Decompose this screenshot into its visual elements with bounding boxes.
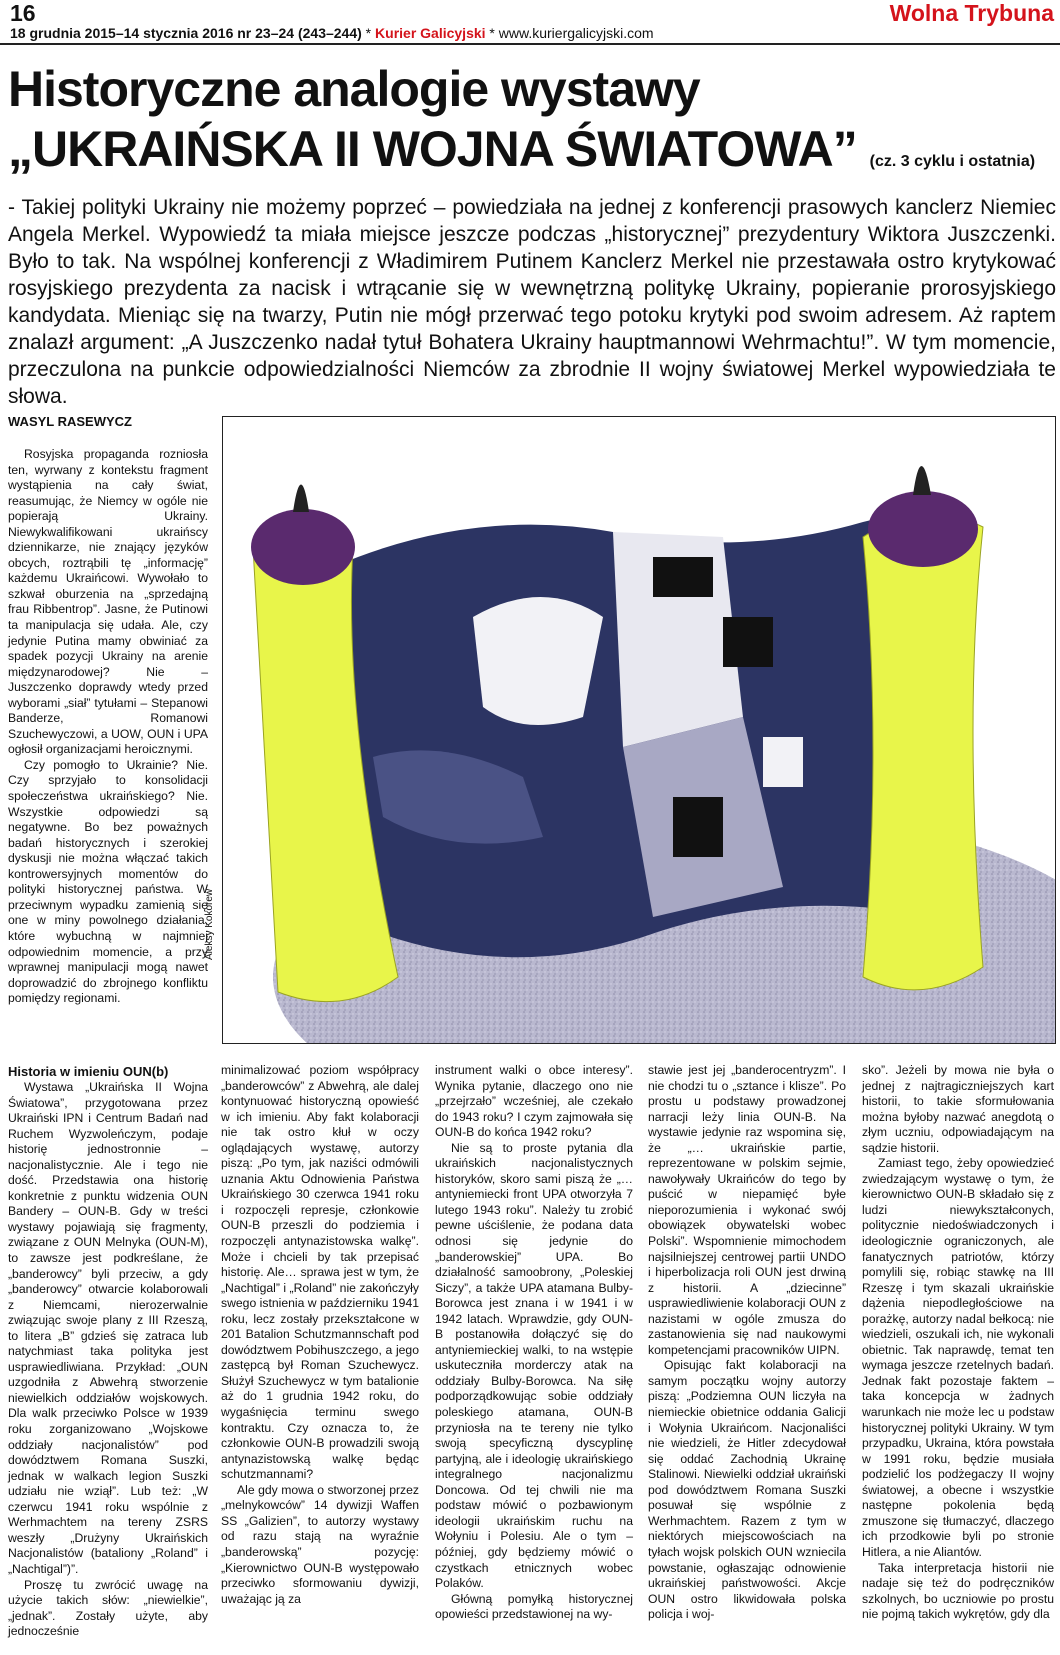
lead-paragraph xyxy=(8,194,1056,410)
illustration-scrolls-map xyxy=(222,416,1056,1044)
column-5 xyxy=(862,1063,1054,1623)
column-4 xyxy=(648,1063,846,1623)
section-name: Wolna Trybuna xyxy=(889,0,1054,26)
separator: * xyxy=(485,25,499,41)
paragraph: Zamiast tego, żeby opowiedzieć zwiedzającym wystawę o tym, że kierownictwo OUN-B składało się z ludzi niewykształconych, politycznie niedoświadczonych i ideologicznie ograniczonych, ale fanatycznych patriotów, którzy pomylili się, robiąc stawkę na III Rzeszę i tym skazali ukraińskie dążenia niepodległościowe na porażkę, autorzy nadal bełkocą: nie wiedzieli, oszukali ich, nie wykonali obietnic. Tak naprawdę, temat ten wymaga jeszcze rzetelnych badań. Jednak fakt pozostaje faktem – taka koncepcja w żadnych warunkach nie może lec u podstaw historycznej polityki Ukrainy. W tym przypadku, Ukraina, która powstała w 1991 roku, będzie musiała podzielić los podżegaczy II wojny światowej, a obecne i wszystkie następne pokolenia będą zmuszone się tłumaczyć, dlaczego ich przodkowie byli po stronie Hitlera, a nie Aliantów. xyxy=(862,1156,1054,1559)
right-scroll xyxy=(863,514,983,990)
issue-line xyxy=(10,25,654,41)
headline-note: (cz. 3 cyklu i ostatnia) xyxy=(869,153,1036,170)
paragraph: sko”. Jeżeli by mowa nie była o jednej z najtragiczniejszych kart historii, to takie sformułowania można byłoby nazwać anegdotą o złym uczniu, odpowiadającym na sądzie historii. xyxy=(862,1063,1054,1155)
header-rule xyxy=(0,43,1060,45)
paragraph: Wystawa „Ukraińska II Wojna Światowa”, przygotowana przez Ukraiński IPN i Centrum Badań nad Ruchem Wyzwoleńczym, podaje historię jednostronnie – nacjonalistycznie. Ale i tego nie dość. Przedstawia ona historię konkretnie z punktu widzenia OUN Bandery – OUN-B. Gdy w treści wystawy pojawiają się fragmenty, związane z OUN Melnyka (OUN-M), to zawsze jest podkreślane, że „banderowcy” byli przeciw, a gdy „banderowcy” otwarcie kolaborowali z Niemcami, nierozerwalnie związując swoje plany z III Rzeszą, to litera „B” gdzieś się zatraca lub natychmiast taka polityka jest usprawiedliwiana. Przykład: „OUN uzgodniła z Abwehrą stworzenie niewielkich oddziałów wojskowych. Dla walk przeciwko Polsce w 1939 roku zorganizowano „Wojskowe oddziały nacjonalistów” pod dowództwem Romana Suszki, jednak w walkach legion Suszki udziału nie wziął”. Lub też: „W czerwcu 1941 roku wspólnie z Werhmachtem na tereny ZSRS weszły „Drużyny Ukraińskich Nacjonalistów (bataliony „Roland” i „Nachtigal”)”. xyxy=(8,1080,208,1576)
paragraph: instrument walki o obce interesy”. Wynika pytanie, dlaczego ono nie „przejrzało” wcześniej, ale czekało do 1943 roku? I czym zajmowała się OUN-B do końca 1942 roku? xyxy=(435,1063,633,1140)
column-intro xyxy=(8,447,208,1007)
website: www.kuriergalicyjski.com xyxy=(498,25,654,41)
headline-line-1: Historyczne analogie wystawy xyxy=(8,61,700,117)
left-scroll-cap xyxy=(251,509,355,585)
page-number: 16 xyxy=(10,0,36,26)
right-scroll-cap xyxy=(868,491,978,567)
author-byline: WASYL RASEWYCZ xyxy=(8,414,132,429)
column-3 xyxy=(435,1063,633,1623)
photo-credit: Aleksy Kokorew xyxy=(204,888,215,960)
column-2 xyxy=(221,1063,419,1607)
lead-text: - Takiej polityki Ukrainy nie możemy poprzeć – powiedziała na jednej z konferencji prasowych kanclerz Niemiec Angela Merkel. Wypowiedź ta miała miejsce jeszcze podczas „historycznej” prezydentury Wiktora Juszczenki. Było to tak. Na wspólnej konferencji z Władimirem Putinem Kanclerz Merkel nie przestawała ostro krytykować rosyjskiego prezydenta za nacisk i wtrącanie się w wewnętrzną politykę Ukrainy, popieranie prorosyjskiego kandydata. Mieniąc się na twarzy, Putin nie mógł przerwać tego potoku krytyki pod swoim adresem. Aż raptem znalazł argument: „A Juszczenko nadał tytuł Bohatera Ukrainy hauptmannowi Wehrmachtu!”. W tym momencie, przeczulona na punkcie odpowiedzialności Niemców za zbrodnie II wojny światowej Merkel wypowiedziała te słowa. xyxy=(8,196,1056,408)
paragraph: stawie jest jej „banderocentryzm”. I nie chodzi tu o „sztance i klisze”. Po prostu u podstawy prowadzonej narracji leży linia OUN-B. Na wystawie jedynie raz wspomina się, że „… ukraińskie partie, reprezentowane w polskim sejmie, nawoływały Ukraińców do tego by puścić w niepamięć byłe nieporozumienia i wykonać swój obowiązek obywatelski wobec Polski”. Wspomnienie mimochodem najsilniejszej centrowej partii UNDO i hiperbolizacja roli OUN jest drwiną z historii. A „dziecinne” usprawiedliwienie kolaboracji OUN z nazistami w ogóle zmusza do zastanowienia się nad naukowymi kompetencjami pracowników UIPN. xyxy=(648,1063,846,1357)
issue-date: 18 grudnia 2015–14 stycznia 2016 nr 23–24 (243–244) xyxy=(10,25,362,41)
paragraph: Proszę tu zwrócić uwagę na użycie takich słów: „niewielkie”, „jednak”. Zostały użyte, aby jednocześnie xyxy=(8,1577,208,1639)
headline-main: „UKRAIŃSKA II WOJNA ŚWIATOWA” xyxy=(8,121,857,177)
illustration-art xyxy=(223,417,1056,1044)
paragraph: Taka interpretacja historii nie nadaje się też do podręczników szkolnych, bo uczniowie po prostu nie pojmą takich wykrętów, gdy dla xyxy=(862,1560,1054,1622)
paragraph: Nie są to proste pytania dla ukraińskich nacjonalistycznych historyków, skoro sami piszą że „…antyniemiecki front UPA otworzyła 7 lutego 1943 roku”. Należy tu zrobić pewne uściślenie, że podana data odnosi się jedynie do „banderowskiej” UPA. Bo działalność samoobrony, „Poleskiej Siczy”, a także UPA atamana Bulby-Borowca jest znana i w 1941 i w 1942 latach. Wprawdzie, gdy OUN-B postanowiła dołączyć się do antyniemieckiej walki, to na wstępie uskuteczniła morderczy atak na oddziały Bulby-Borowca. Na siłę podporządkowując sobie oddziały poleskiego atamana, OUN-B przyniosła na te tereny nie tylko swoją specyficzną dyscyplinę partyjną, ale i ideologię ukraińskiego integralnego nacjonalizmu Doncowa. Od tej chwili nie ma podstaw mówić o pozbawionym ideologii ukraińskim ruchu na Wołyniu i Polesiu. Ale o tym – później, gdy będziemy mówić o czystkach etnicznych wobec Polaków. xyxy=(435,1140,633,1591)
paragraph: Opisując fakt kolaboracji na samym początku wojny autorzy piszą: „Podziemna OUN liczyła na niemieckie obietnice oddania Galicji i Wołynia Ukraińcom. Nacjonaliści nie wiedzieli, że Hitler zdecydował się oddać Zachodnią Ukrainę Stalinowi. Niewielki oddział ukraiński pod dowództwem Romana Suszki posuwał się wspólnie z Werhmachtem. Razem z tym w niektórych miejscowościach na tyłach wojsk polskich OUN wzniecila powstanie, ogłaszając odnowienie ukraińskiej państwowości. Akcje OUN ostro likwidowała polska policja i woj- xyxy=(648,1358,846,1622)
paragraph: Rosyjska propaganda rozniosła ten, wyrwany z kontekstu fragment wystąpienia na cały świat, reasumując, że Niemcy w ogóle nie popierają Ukrainy. Niewykwalifikowani ukraińscy dziennikarze, nie znający języków obcych, roztrąbili tę „informację” każdemu Ukraińcowi. Wywołało to szkwał oburzenia na „sprzedajną frau Ribbentrop”. Jasne, że Putinowi ta manipulacja się udała. Ale, czy jedynie Putina mamy obwiniać za spadek pozycji Ukrainy na arenie międzynarodowej? Nie – Juszczenko doprawdy wtedy przed wyborami „siał” tytułami – Stepanowi Banderze, Romanowi Szuchewyczowi, a UOW, OUN i UPA ogłosił organizacjami heroicznymi. xyxy=(8,447,208,757)
paragraph: Czy pomogło to Ukrainie? Nie. Czy sprzyjało to konsolidacji społeczeństwa ukraińskiego? Nie. Wszystkie odpowiedzi są negatywne. Bo bez poważnych badań historycznych i szerokiej dyskusji nie można włączać takich kontrowersyjnych momentów do polityki historycznej państwa. W przeciwnym wypadku zamienią się one w miny powolnego działania, które wybuchną w najmniej odpowiednim momencie, a przy wprawnej manipulacji mogą nawet doprowadzić do zbrojnego konfliktu pomiędzy regionami. xyxy=(8,757,208,1006)
paragraph: minimalizować poziom współpracy „banderowców” z Abwehrą, ale dalej kontynuować historyczną opowieść w ich imieniu. Aby fakt kolaboracji nie tak ostro kłuł w oczy oglądających wystawę, autorzy piszą: „Po tym, jak naziści odmówili uznania Aktu Odnowienia Państwa Ukraińskiego 30 czerwca 1941 roku i rozpoczęli represje, członkowie OUN-B przeszli do podziemia i rozpoczęli antynazistowska walkę”. Może i chcieli by tak przepisać historię. Ale… sprawa jest w tym, że „Nachtigal” i „Roland” nie zakończyły swego istnienia w październiku 1941 roku, lecz zostały przekształcone w 201 Batalion Schutzmannschaft pod dowództwem Pobihuszczego, a jego zastępcą był Roman Szuchewycz. Służył Szuchewycz w tym batalionie aż do 1 grudnia 1942 roku, do wygaśnięcia terminu swego kontraktu. Czy oznacza to, że członkowie OUN-B prowadzili swoją antynazistowską walkę będąc schutzmannami? xyxy=(221,1063,419,1482)
separator: * xyxy=(361,25,376,41)
paragraph: Główną pomyłką historycznej opowieści przedstawionej na wy- xyxy=(435,1591,633,1622)
headline-line-2 xyxy=(8,122,1035,189)
column-1 xyxy=(8,1063,208,1640)
paper-name: Kurier Galicyjski xyxy=(375,25,486,41)
paragraph: Ale gdy mowa o stworzonej przez „melnykowców” 14 dywizji Waffen SS „Galizien”, to autorzy wystawy od razu stają na wyraźnie „banderowską” pozycję: „Kierownictwo OUN-B występowało przeciwko sformowaniu dywizji, uważając ją za xyxy=(221,1482,419,1606)
subheading: Historia w imieniu OUN(b) xyxy=(8,1064,169,1079)
